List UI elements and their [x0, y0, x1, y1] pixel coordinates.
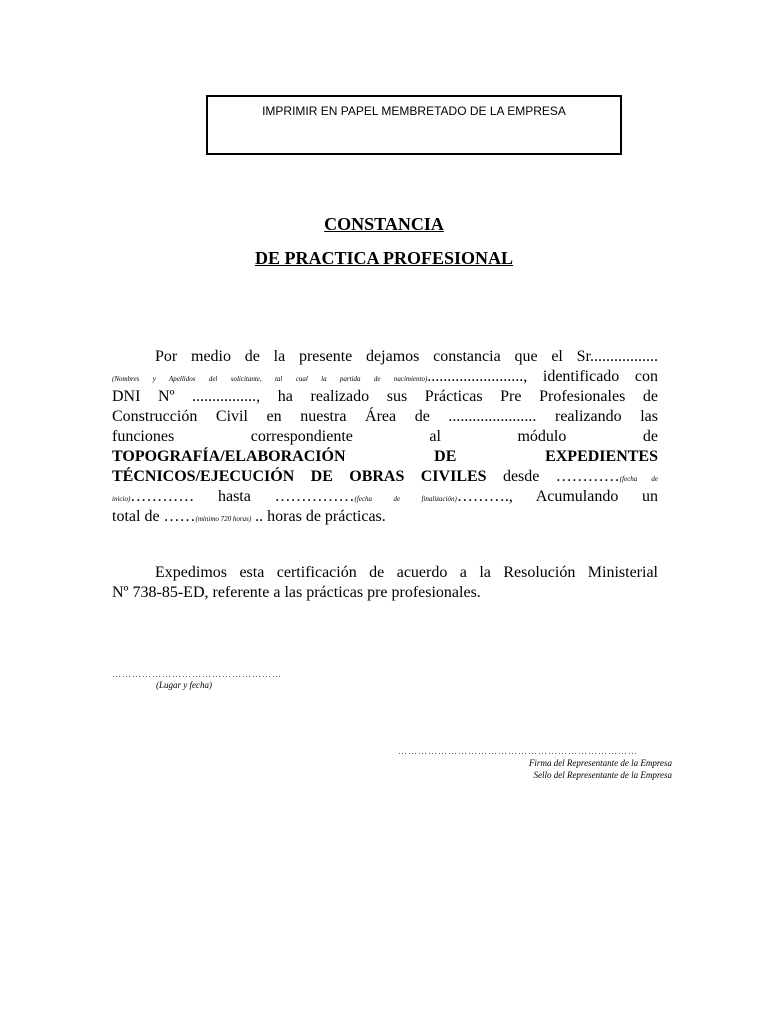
p1-text: desde …………	[486, 468, 620, 485]
start-date-note: (fecha de	[619, 475, 658, 483]
hours-note: (mínimo 720 horas)	[195, 515, 252, 523]
paragraph-2	[112, 563, 658, 603]
signature-label: Firma del Representante de la Empresa	[528, 758, 672, 768]
p1-text: ………., Acumulando un	[456, 488, 659, 505]
letterhead-notice-box	[206, 95, 622, 155]
place-date-line: ……………………………………………	[112, 669, 282, 679]
paragraph-1	[112, 347, 658, 527]
p1-text: .. horas de prácticas.	[251, 508, 386, 525]
p1-line: TOPOGRAFÍA/ELABORACIÓN DE EXPEDIENTES	[112, 448, 658, 465]
p1-line: DNI Nº ................, ha realizado sus Prácticas Pre Profesionales de	[112, 388, 658, 405]
p1-line: funciones correspondiente al módulo de	[112, 428, 658, 445]
module-name: TÉCNICOS/EJECUCIÓN DE OBRAS CIVILES	[112, 468, 487, 485]
p1-text: ………… hasta ……………	[130, 488, 355, 505]
p2-line: Expedimos esta certificación de acuerdo a la Resolución Ministerial	[155, 564, 658, 581]
title-line-2: DE PRACTICA PROFESIONAL	[254, 248, 514, 268]
p1-text: ........................, identificado con	[427, 368, 658, 385]
p1-line	[112, 507, 658, 527]
end-date-note: (fecha de finalización)	[354, 495, 457, 503]
signature-line: ………………………………………………………………	[398, 746, 638, 756]
p1-text: total de ……	[112, 508, 196, 525]
p1-line: Construcción Civil en nuestra Área de ...................... realizando las	[112, 408, 658, 425]
p1-line	[112, 487, 658, 507]
start-date-note: inicio)	[112, 495, 131, 503]
p2-line: Nº 738-85-ED, referente a las prácticas pre profesionales.	[112, 584, 481, 601]
p1-line: Por medio de la presente dejamos constancia que el Sr.................	[155, 348, 658, 365]
seal-label: Sello del Representante de la Empresa	[533, 770, 672, 780]
letterhead-notice: IMPRIMIR EN PAPEL MEMBRETADO DE LA EMPRESA	[262, 104, 566, 118]
p1-line	[112, 367, 658, 387]
name-note: (Nombres y Apellidos del solicitante, tal cual la partida de nacimiento)	[112, 375, 428, 383]
place-date-label: (Lugar y fecha)	[156, 680, 212, 690]
p1-line	[112, 467, 658, 487]
title-line-1: CONSTANCIA	[324, 214, 444, 234]
